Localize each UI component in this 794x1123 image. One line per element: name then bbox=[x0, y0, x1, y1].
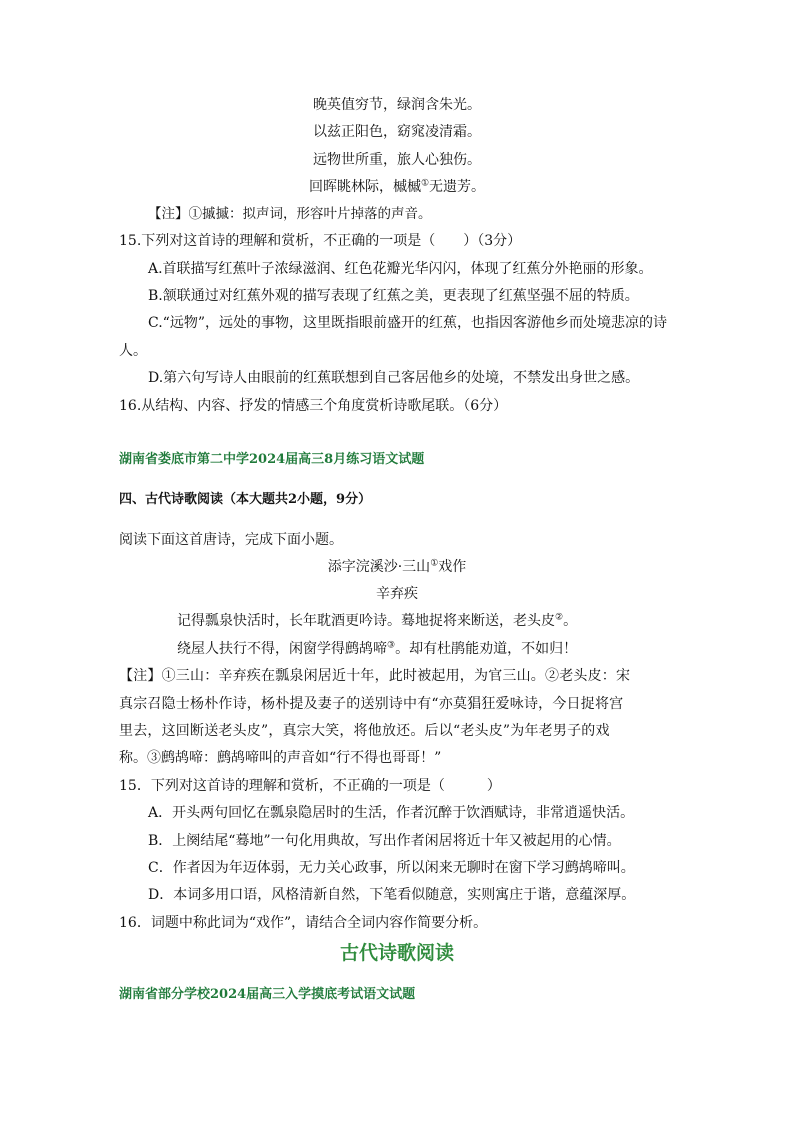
q15a-option-c-cont: 人。 bbox=[119, 343, 147, 359]
section-header: 四、古代诗歌阅读（本大题共2小题，9分） bbox=[119, 492, 372, 507]
poem2-title bbox=[0, 557, 794, 577]
poem2-title-text: 添字浣溪沙·三山 bbox=[327, 559, 431, 575]
poem2-title-end: 戏作 bbox=[438, 559, 467, 575]
poem2-note-line-4: 称。③鹧鸪啼：鹧鸪啼叫的声音如“行不得也哥哥！” bbox=[119, 750, 442, 766]
poem1-line-2: 以兹正阳色，窈窕凌清霜。 bbox=[313, 124, 481, 140]
q15a-option-b: B.颔联通过对红蕉外观的描写表现了红蕉之美，更表现了红蕉坚强不屈的特质。 bbox=[148, 288, 639, 304]
q15b-stem: 15．下列对这首诗的理解和赏析，不正确的一项是（ ） bbox=[119, 778, 501, 794]
q16b-stem: 16．词题中称此词为“戏作”，请结合全词内容作简要分析。 bbox=[119, 915, 488, 931]
poem1-line-4-end: 无遗芳。 bbox=[429, 179, 486, 195]
q15b-option-c: C．作者因为年迈体弱，无力关心政事，所以闲来无聊时在窗下学习鹧鸪啼叫。 bbox=[148, 860, 635, 876]
q15b-option-d: D．本词多用口语，风格清新自然，下笔看似随意，实则寓庄于谐，意蕴深厚。 bbox=[148, 887, 636, 903]
q15a-option-d: D.第六句写诗人由眼前的红蕉联想到自己客居他乡的处境，不禁发出身世之感。 bbox=[148, 370, 640, 386]
q15b-option-b: B．上阕结尾“蓦地”一句化用典故，写出作者闲居将近十年又被起用的心情。 bbox=[148, 833, 621, 849]
poem2-line-2-text: 绕屋人扶行不得，闲窗学得鹧鸪啼 bbox=[177, 641, 387, 657]
poem2-line-1-end: 。 bbox=[563, 613, 578, 629]
footnote-marker: ③ bbox=[387, 640, 396, 651]
poem2-note-line-1: 【注】①三山：辛弃疾在瓢泉闲居近十年，此时被起用，为官三山。②老头皮：宋 bbox=[119, 668, 631, 684]
poem2-note-line-3: 里去，这回断送老头皮”，真宗大笑，将他放还。后以“老头皮”为年老男子的戏 bbox=[119, 723, 610, 739]
poem1-line-4 bbox=[0, 177, 794, 197]
poem2-note-line-2: 真宗召隐士杨朴作诗，杨朴提及妻子的送别诗中有“亦莫猖狂爱咏诗，今日捉将宫 bbox=[119, 696, 624, 712]
q15a-stem: 15.下列对这首诗的理解和赏析，不正确的一项是（ ）（3分） bbox=[119, 233, 522, 249]
q15b-option-a: A．开头两句回忆在瓢泉隐居时的生活，作者沉醉于饮酒赋诗，非常逍遥快活。 bbox=[148, 805, 635, 821]
poem2-line-2-end: 。却有杜鹃能劝道，不如归！ bbox=[395, 641, 578, 657]
footnote-marker: ② bbox=[555, 612, 564, 623]
footnote-marker: ① bbox=[430, 558, 439, 569]
poem2-line-2 bbox=[177, 639, 577, 659]
poem2-line-1-text: 记得瓢泉快活时，长年耽酒更吟诗。蓦地捉将来断送，老头皮 bbox=[177, 613, 555, 629]
poem2-line-1 bbox=[177, 611, 577, 631]
section-heading: 古代诗歌阅读 bbox=[339, 942, 454, 964]
source-title-1: 湖南省娄底市第二中学2024届高三8月练习语文试题 bbox=[119, 452, 425, 467]
intro-text: 阅读下面这首唐诗，完成下面小题。 bbox=[119, 532, 343, 548]
q15a-option-c: C.“远物”，远处的事物，这里既指眼前盛开的红蕉，也指因客游他乡而处境悲凉的诗 bbox=[148, 315, 667, 331]
poem1-line-1: 晚英值穷节，绿润含朱光。 bbox=[313, 97, 481, 113]
poem1-line-4-text: 回晖眺林际，槭槭 bbox=[308, 179, 421, 195]
footnote-marker: ① bbox=[420, 178, 430, 189]
poem1-note: 【注】①摵摵：拟声词，形容叶片掉落的声音。 bbox=[148, 206, 432, 222]
q15a-option-a: A.首联描写红蕉叶子浓绿滋润、红色花瓣光华闪闪，体现了红蕉分外艳丽的形象。 bbox=[148, 261, 653, 277]
poem2-author: 辛弃疾 bbox=[376, 586, 418, 602]
source-title-2: 湖南省部分学校2024届高三入学摸底考试语文试题 bbox=[119, 987, 416, 1002]
poem1-line-3: 远物世所重，旅人心独伤。 bbox=[313, 152, 481, 168]
q16a-stem: 16.从结构、内容、抒发的情感三个角度赏析诗歌尾联。（6分） bbox=[119, 398, 508, 414]
